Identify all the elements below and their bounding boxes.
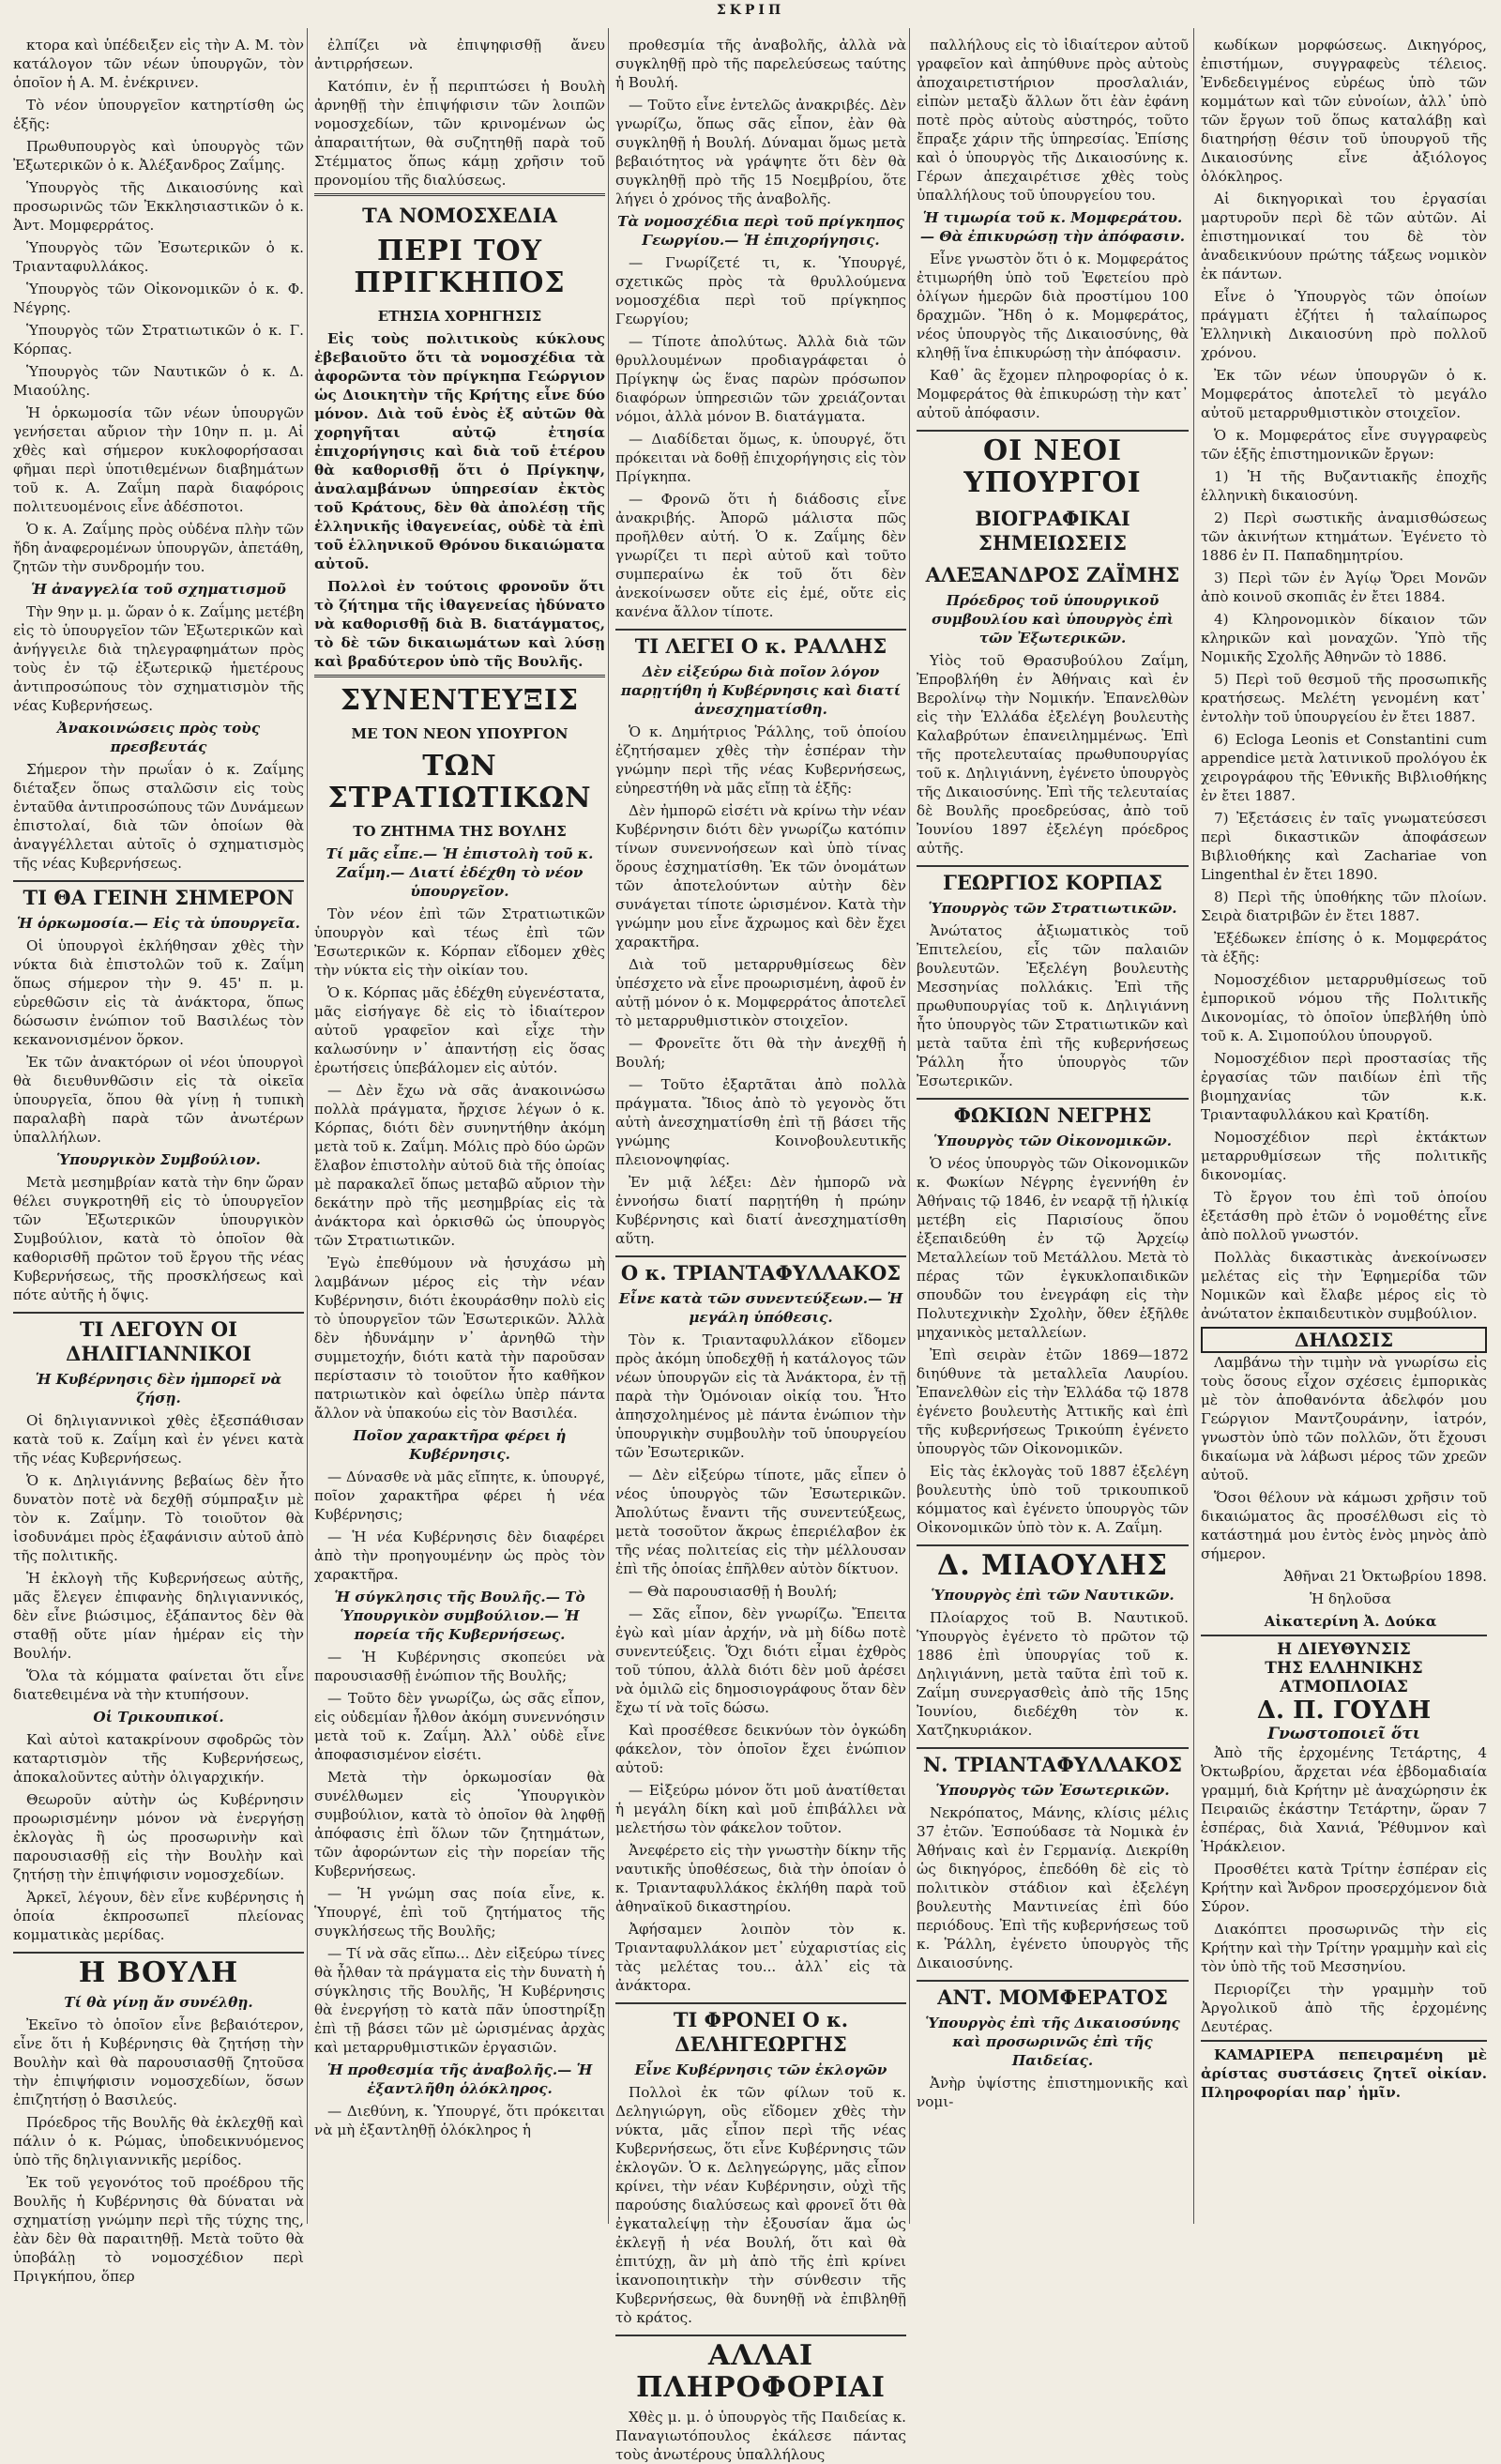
column-5: [1201, 36, 1487, 2213]
paragraph: Πρωθυπουργὸς καὶ ὑπουργὸς τῶν Ἐξωτερικῶν ὁ κ. Ἀλέξανδρος Ζαΐμης.: [13, 138, 304, 174]
section-heading: ΦΩΚΙΩΝ ΝΕΓΡΗΣ: [917, 1098, 1189, 1128]
paragraph: Ὁ κ. Κόρπας μᾶς ἐδέχθη εὐγενέστατα, μᾶς εἰσήγαγε δὲ εἰς τὸ ἰδιαίτερον αὐτοῦ γραφεῖον καὶ εἶχε τὴν καλωσύνην ν᾽ ἀπαντήσῃ εἰς ὅσας ἐρωτήσεις ὑπεβάλομεν εἰς αὐτόν.: [314, 984, 605, 1076]
paragraph: Ἀφήσαμεν λοιπὸν τὸν κ. Τριανταφυλλάκον μετ᾽ εὐχαριστίας εἰς τὰς μελέτας του... ἀλλ᾽ εἰς τὰ ἀνάκτορα.: [615, 1921, 906, 1994]
subheading: Εἶνε Κυβέρνησις τῶν ἐκλογῶν: [634, 2061, 887, 2078]
paragraph: Θεωροῦν αὐτὴν ὡς Κυβέρνησιν προωρισμένην μόνον νὰ ἐνεργήσῃ ἐκλογὰς ἢ ὡς προσωρινὴν καὶ παρουσιασθῇ εἰς τὴν Βουλὴν καὶ ζητήσῃ τὴν ἐπιψήφισιν νομοσχεδίων.: [13, 1791, 304, 1883]
subheading: Δὲν εἰξεύρω διὰ ποῖον λόγον παρῃτήθη ἡ Κυβέρνησις καὶ διατί ἀνεσχηματίσθη.: [620, 663, 902, 718]
paragraph: — Δὲν ἔχω νὰ σᾶς ἀνακοινώσω πολλὰ πράγματα, ἤρχισε λέγων ὁ κ. Κόρπας, διότι δὲν συνηντήθην ἀκόμη μετὰ τοῦ κ. Ζαΐμη. Μόλις πρὸ δύο ὡρῶν ἔλαβον ἐπιστολὴν αὐτοῦ διὰ τῆς ὁποίας μὲ παρακαλεῖ ὅπως μεταβῶ αὔριον τὴν δεκάτην πρὸ τῆς μεσημβρίας εἰς τὰ ἀνάκτορα καὶ ὁρκισθῶ ὡς ὑπουργὸς τῶν Στρατιωτικῶν.: [314, 1082, 605, 1249]
paragraph: κτορα καὶ ὑπέδειξεν εἰς τὴν Α. Μ. τὸν κατάλογον τῶν νέων ὑπουργῶν, τὸν ὁποῖον ἡ Α. Μ. ἐνέκρινεν.: [13, 37, 304, 91]
section-heading: ΣΥΝΕΝΤΕΥΞΙΣ: [340, 684, 580, 717]
paragraph: Μετὰ μεσημβρίαν κατὰ τὴν 6ην ὥραν θέλει συγκροτηθῆ εἰς τὸ ὑπουργεῖον τῶν Ἐξωτερικῶν ὑπουργικὸν Συμβούλιον, κατὰ τὸ ὁποῖον θὰ καθορισθῆ πρῶτον τοῦ ἔργου τῆς νέας Κυβερνήσεως, τῆς προσκλήσεως καὶ πότε αὐτῆς ἡ ὅψις.: [13, 1174, 304, 1303]
paragraph: Οἱ ὑπουργοὶ ἐκλήθησαν χθὲς τὴν νύκτα διὰ ἐπιστολῶν τοῦ κ. Ζαΐμη ὅπως σήμερον τὴν 9. 45' π. μ. εὑρεθῶσιν εἰς τὰ ἀνάκτορα, ὅπως δώσωσιν ἐνώπιον τοῦ Βασιλέως τὸν κεκανονισμένον ὅρκον.: [13, 937, 304, 1048]
paragraph: Νομοσχέδιον μεταρρυθμίσεως τοῦ ἐμπορικοῦ νόμου τῆς Πολιτικῆς Δικονομίας, τὸ ὁποῖον ὑπεβλήθη ὑπὸ τοῦ κ. Α. Σιμοπούλου ὑπουργοῦ.: [1201, 971, 1487, 1044]
paragraph: Τὸν νέον ἐπὶ τῶν Στρατιωτικῶν ὑπουργὸν καὶ τέως ἐπὶ τῶν Ἐσωτερικῶν κ. Κόρπαν εἴδομεν χθὲς τὴν νύκτα εἰς τὴν οἰκίαν του.: [314, 905, 605, 979]
paragraph: Τὴν 9ην μ. μ. ὥραν ὁ κ. Ζαΐμης μετέβη εἰς τὸ ὑπουργεῖον τῶν Ἐξωτερικῶν καὶ ἀνήγγειλε διὰ τηλεγραφημάτων πρὸς τοὺς ἐν τῷ ἐξωτερικῷ ἡμετέρους ἀντιπροσώπους τὸν σχηματισμὸν τῆς νέας Κυβερνήσεως.: [13, 603, 304, 714]
paragraph: Ἀνώτατος ἀξιωματικὸς τοῦ Ἐπιτελείου, εἷς τῶν παλαιῶν βουλευτῶν. Ἐξελέγη βουλευτὴς Μεσσηνίας πολλάκις. Ἐπὶ τῆς πρωθυπουργίας τοῦ κ. Δηλιγιάννη ἦτο ὑπουργὸς τῶν Στρατιωτικῶν καὶ μετὰ ταῦτα ἐπὶ τῆς κυβερνήσεως Ῥάλλη ἦτο ὑπουργὸς τῶν Ἐσωτερικῶν.: [917, 922, 1189, 1089]
paragraph: — Ἡ γνώμη σας ποία εἶνε, κ. Ὑπουργέ, ἐπὶ τοῦ ζητήματος τῆς συγκλήσεως τῆς Βουλῆς;: [314, 1885, 605, 1939]
subheading: Ὑπουργὸς τῶν Ἐσωτερικῶν.: [935, 1782, 1170, 1799]
section-heading: ΤΑ ΝΟΜΟΣΧΕΔΙΑ: [362, 204, 557, 227]
paragraph: Ὅσοι θέλουν νὰ κάμωσι χρῆσιν τοῦ δικαιώματος ἂς προσέλθωσι εἰς τὸ κατάστημά μου ἐντὸς ἑνὸς μηνὸς ἀπὸ σήμερον.: [1201, 1489, 1487, 1562]
paragraph: — Θὰ παρουσιασθῇ ἡ Βουλή;: [629, 1583, 838, 1600]
paragraph: Πολλοὶ ἐκ τῶν φίλων τοῦ κ. Δεληγιώργη, οὓς εἴδομεν χθὲς τὴν νύκτα, μᾶς εἶπον περὶ τῆς νέας Κυβερνήσεως, ὅτι εἶνε Κυβέρνησις τῶν ἐκλογῶν. Ὁ κ. Δεληγεώργης, μᾶς εἶπον κρίνει, τὴν νέαν Κυβέρνησιν, οὐχὶ τῆς παρούσης διαλύσεως καὶ φρονεῖ ὅτι θὰ ἐγκαταλείψῃ τὴν ἐξουσίαν ἅμα ὡς ἐκλεγῇ ἡ νέα Βουλή, ὅτι καὶ θὰ ἐπιτύχῃ, ἂν μὴ ἀπὸ τῆς ἐπὶ κρίνει ἱκανοποιητικὴν τὴν σύνθεσιν τῆς Κυβερνήσεως, θὰ δυνηθῇ νὰ ἐπιβληθῇ τὸ κράτος.: [615, 2084, 906, 2326]
section-heading: ΤΩΝ ΣΤΡΑΤΙΩΤΙΚΩΝ: [327, 750, 592, 814]
list-item: 4) Κληρονομικὸν δίκαιον τῶν κληρικῶν καὶ μοναχῶν. Ὑπὸ τῆς Νομικῆς Σχολῆς Ἀθηνῶν τὸ 1886.: [1201, 611, 1487, 665]
paragraph: — Διαδίδεται ὅμως, κ. ὑπουργέ, ὅτι πρόκειται νὰ δοθῇ ἐπιχορήγησις εἰς τὸν Πρίγκηπα.: [615, 431, 906, 485]
subheading: Ποῖον χαρακτῆρα φέρει ἡ Κυβέρνησις.: [353, 1427, 567, 1463]
paragraph: Ἀνὴρ ὑψίστης ἐπιστημονικῆς καὶ νομι-: [917, 2075, 1189, 2110]
paragraph: Μετὰ τὴν ὁρκωμοσίαν θὰ συνέλθωμεν εἰς Ὑπουργικὸν συμβούλιον, κατὰ τὸ ὁποῖον θὰ ληφθῇ ἀπόφασις ἐπὶ ὅλων τῶν ζητημάτων, τῶν ἀφορώντων εἰς τὴν πορείαν τῆς Κυβερνήσεως.: [314, 1769, 605, 1879]
column-rule: [608, 28, 609, 2224]
divider: [314, 675, 605, 677]
list-item: 6) Ecloga Leonis et Constantini cum appendice μετὰ λατινικοῦ προλόγου ἐκ χειρογράφου τῆς Ἐθνικῆς Βιβλιοθήκης ἐν ἔτει 1887.: [1201, 731, 1487, 804]
paragraph: Ὁ νέος ὑπουργὸς τῶν Οἰκονομικῶν κ. Φωκίων Νέγρης ἐγεννήθη ἐν Ἀθήναις τῷ 1846, ἐν νεαρᾷ τῇ ἡλικίᾳ μετέβη εἰς Παρισίους ὅπου ἐξεπαιδεύθη ἐν τῷ Ἀρχείῳ Μεταλλείων τοῦ Μετάλλου. Μετὰ τὸ πέρας τῶν ἐγκυκλοπαιδικῶν σπουδῶν του ἐνεγράφη εἰς τὴν Πολυτεχνικὴν Σχολὴν, ὅθεν ἐξῆλθε μηχανικὸς μεταλλείων.: [917, 1155, 1189, 1341]
paragraph: — Ἡ Κυβέρνησις σκοπεύει νὰ παρουσιασθῇ ἐνώπιον τῆς Βουλῆς;: [314, 1649, 605, 1684]
paragraph: Ἐν μιᾷ λέξει: Δὲν ἠμπορῶ νὰ ἐννοήσω διατί παρῃτήθη ἡ πρώην Κυβέρνησις καὶ διατί ἀνεσχηματίσθη αὕτη.: [615, 1174, 906, 1247]
section-heading: ΤΙ ΘΑ ΓΕΙΝΗ ΣΗΜΕΡΟΝ: [13, 880, 304, 910]
section-heading: ΠΕΡΙ ΤΟΥ ΠΡΙΓΚΗΠΟΣ: [354, 235, 566, 299]
subheading: Ἡ προθεσμία τῆς ἀναβολῆς.— Ἡ ἐξαντλῆθη ὁλόκληρος.: [326, 2061, 593, 2097]
paragraph: Ὑπουργὸς τῶν Στρατιωτικῶν ὁ κ. Γ. Κόρπας.: [13, 322, 304, 357]
subheading: Ὑπουργὸς τῶν Στρατιωτικῶν.: [928, 900, 1177, 917]
paragraph: Ἡ ὁρκωμοσία τῶν νέων ὑπουργῶν γενήσεται αὔριον τὴν 10ην π. μ. Αἱ χθὲς καὶ σήμερον κυκλοφορήσασαι φῆμαι περὶ ὑποτιθεμένων διαβημάτων τοῦ κ. Α. Ζαΐμη παρὰ διαφόροις πολιτευομένοις εἶνε ἀδέσποτοι.: [13, 404, 304, 515]
paragraph: Διὰ τοῦ μεταρρυθμίσεως δὲν ὑπέσχετο νὰ εἶνε προωρισμένη, ἀφοῦ ἐν αὐτῇ μόνον ὁ κ. Μομφερράτος ἀποτελεῖ τὸ μεταρρυθμιστικὸν στοιχεῖον.: [615, 956, 906, 1029]
paragraph: Εἰς τὰς ἐκλογὰς τοῦ 1887 ἐξελέγη βουλευτὴς ὑπὸ τοῦ τρικουπικοῦ κόμματος καὶ ἐγένετο ὑπουργὸς τῶν Οἰκονομικῶν ὑπὸ τὸν κ. Α. Ζαΐμη.: [917, 1463, 1189, 1536]
paragraph: Ὁ κ. Α. Ζαΐμης πρὸς οὐδένα πλὴν τῶν ἤδη ἀναφερομένων ὑπουργῶν, ἀπετάθη, ζητῶν τὴν συνδρομήν του.: [13, 521, 304, 575]
paragraph: — Φρονεῖτε ὅτι θὰ τὴν ἀνεχθῇ ἡ Βουλή;: [615, 1035, 906, 1071]
paragraph: — Σᾶς εἶπον, δὲν γνωρίζω. Ἔπειτα ἐγὼ καὶ μίαν ἀρχήν, νὰ μὴ δίδω ποτὲ συνεντεύξεις. Ὅχι διότι εἶμαι ἐχθρὸς τοῦ τύπου, ἀλλὰ διότι δὲν μοῦ ἀρέσει νὰ ὁμιλῶ εἰς δημοσιογράφους ὅταν δὲν ἔχω τί νὰ τοῖς δώσω.: [615, 1605, 906, 1716]
paragraph: — Διεθύνη, κ. Ὑπουργέ, ὅτι πρόκειται νὰ μὴ ἐξαντληθῇ ὁλόκληρος ἡ: [314, 2103, 605, 2138]
paragraph: Οἱ δηλιγιαννικοὶ χθὲς ἐξεσπάθισαν κατὰ τοῦ κ. Ζαΐμη καὶ ἐν γένει κατὰ τῆς νέας Κυβερνήσεως.: [13, 1412, 304, 1467]
subheading: Ἀνακοινώσεις πρὸς τοὺς πρεσβευτάς: [56, 720, 261, 755]
paragraph: Ὁ κ. Μομφεράτος εἶνε συγγραφεὺς τῶν ἑξῆς ἐπιστημονικῶν ἔργων:: [1201, 427, 1487, 463]
list-item: 5) Περὶ τοῦ θεσμοῦ τῆς προσωπικῆς κρατήσεως. Μελέτη γενομένη κατ᾽ ἐντολὴν τοῦ ὑπουργείου ἐν ἔτει 1887.: [1201, 671, 1487, 725]
paragraph: Τὸν κ. Τριανταφυλλάκον εἴδομεν πρὸς ἀκόμη ὑποδεχθῇ ἡ κατάλογος τῶν νέων ὑπουργῶν εἰς τὰ Ἀνάκτορα, ἐν τῇ παρὰ τὴν Ὁμόνοιαν οἰκίᾳ του. Ἦτο ἀπησχολημένος μὲ πάντα ἐνώπιον τὴν ὑπουργικὴν συμβουλὴν τοῦ ὑπουργείου τῶν Ἐσωτερικῶν.: [615, 1331, 906, 1461]
paragraph: Ἐξέδωκεν ἐπίσης ὁ κ. Μομφεράτος τὰ ἑξῆς:: [1201, 930, 1487, 966]
paragraph: — Ἡ νέα Κυβέρνησις δὲν διαφέρει ἀπὸ τὴν προηγουμένην ὡς πρὸς τὸν χαρακτῆρα.: [314, 1529, 605, 1583]
paragraph: Ἐκεῖνο τὸ ὁποῖον εἶνε βεβαιότερον, εἶνε ὅτι ἡ Κυβέρνησις θὰ ζητήσῃ τὴν Βουλὴν καὶ θὰ παρουσιασθῇ ζητοῦσα τὴν ἐπιψήφισιν νομοσχεδίων, ὅσων ἐπιζητήσῃ ὁ Βασιλεύς.: [13, 2016, 304, 2108]
paragraph: Εἶνε ὁ Ὑπουργὸς τῶν ὁποίων πράγματι ἐζήτει ἡ ταλαίπωρος Ἑλληνικὴ Δικαιοσύνη πρὸ πολλοῦ χρόνου.: [1201, 288, 1487, 361]
section-subheading: ΒΙΟΓΡΑΦΙΚΑΙ ΣΗΜΕΙΩΣΕΙΣ: [975, 507, 1130, 555]
signature-name: Αἰκατερίνη Ἀ. Δούκα: [1264, 1613, 1437, 1630]
subheading: Πρόεδρος τοῦ ὑπουργικοῦ συμβουλίου καὶ ὑπουργὸς ἐπὶ τῶν Ἐξωτερικῶν.: [931, 592, 1175, 646]
list-item: 2) Περὶ σωστικῆς ἀναμισθώσεως τῶν ἀκινήτων κτημάτων. Ἐγένετο τὸ 1886 ἐν Π. Παπαδημητρίου.: [1201, 510, 1487, 564]
column-2: [314, 36, 605, 2213]
subheading: Ὑπουργὸς ἐπὶ τῆς Δικαιοσύνης καὶ προσωρινῶς ἐπὶ τῆς Παιδείας.: [925, 2015, 1180, 2069]
page-header: ΣΚΡΙΠ: [716, 3, 785, 18]
paragraph: — Γνωρίζετέ τι, κ. Ὑπουργέ, σχετικῶς πρὸς τὰ θρυλλούμενα νομοσχέδια περὶ τοῦ πρίγκηπος Γεωργίου;: [615, 254, 906, 327]
paragraph: Καὶ προσέθεσε δεικνύων τὸν ὀγκώδη φάκελον, τὸν ὁποῖον ἔχει ἐνώπιον αὐτοῦ:: [615, 1722, 906, 1776]
paragraph: Υἱὸς τοῦ Θρασυβούλου Ζαΐμη, Ἐπροβλήθη ἐν Ἀθήναις καὶ ἐν Βερολίνῳ τὴν Νομικήν. Ἐπανελθὼν εἰς τὴν Ἑλλάδα ἐξελέγη βουλευτὴς Καλαβρύτων ἐπανειλημμένως. Ἐπὶ τῆς προτελευταίας πρωθυπουργίας τοῦ κ. Δηλιγιάννη, ἐγένετο ὑπουργὸς τῆς Δικαιοσύνης. Ἐπὶ τῆς τελευταίας δὲ Βουλῆς προεδρεύσας, ἀπὸ τοῦ Ἰουνίου 1897 ἐξελέγη πρόεδρος αὐτῆς.: [917, 652, 1189, 857]
paragraph: Ὅλα τὰ κόμματα φαίνεται ὅτι εἶνε διατεθειμένα νὰ τὴν κτυπήσουν.: [13, 1667, 304, 1703]
section-heading: ΑΝΤ. ΜΟΜΦΕΡΑΤΟΣ: [917, 1980, 1189, 2010]
paragraph: Τὸ νέον ὑπουργεῖον κατηρτίσθη ὡς ἑξῆς:: [13, 97, 304, 132]
section-heading: ΤΙ ΛΕΓΟΥΝ ΟΙ ΔΗΛΙΓΙΑΝΝΙΚΟΙ: [13, 1312, 304, 1366]
subheading: Ἡ σύγκλησις τῆς Βουλῆς.— Τὸ Ὑπουργικὸν συμβούλιον.— Ἡ πορεία τῆς Κυβερνήσεως.: [334, 1589, 585, 1643]
paragraph: Ἐγὼ ἐπεθύμουν νὰ ἡσυχάσω μὴ λαμβάνων μέρος εἰς τὴν νέαν Κυβέρνησιν, διότι ἐκουράσθην πολὺ εἰς τὸ ὑπουργεῖον τῶν Ἐσωτερικῶν. Ἀλλὰ δὲν ἠδυνάμην ν᾽ ἀρνηθῶ τὴν συμμετοχήν, διότι κατὰ τὴν παροῦσαν περίστασιν τὸ τοιοῦτον ἦτο καθῆκον πατριωτικὸν καὶ ὀφείλω ὑπὲρ πάντα ἄλλον νὰ ὑπακούω εἰς τὸν Βασιλέα.: [314, 1255, 605, 1422]
paragraph: Ὑπουργὸς τῆς Δικαιοσύνης καὶ προσωρινῶς τῶν Ἐκκλησιαστικῶν ὁ κ. Ἀντ. Μομφερράτος.: [13, 179, 304, 234]
paragraph: Ὑπουργὸς τῶν Ναυτικῶν ὁ κ. Δ. Μιαούλης.: [13, 363, 304, 399]
column-rule: [1193, 28, 1194, 2224]
paragraph: Ἀνεφέρετο εἰς τὴν γνωστὴν δίκην τῆς ναυτικῆς ὑποθέσεως, διὰ τὴν ὁποίαν ὁ κ. Τριανταφυλλάκος ἐκλήθη παρὰ τοῦ ἀθηναϊκοῦ δικαστηρίου.: [615, 1842, 906, 1915]
section-heading: ΑΛΕΞΑΝΔΡΟΣ ΖΑΪΜΗΣ: [925, 563, 1180, 586]
paragraph: Ἀρκεῖ, λέγουν, δὲν εἶνε κυβέρνησις ἡ ὁποία ἐκπροσωπεῖ πλείονας κομματικὰς μερίδας.: [13, 1889, 304, 1943]
section-heading: ΟΙ ΝΕΟΙ ΥΠΟΥΡΓΟΙ: [917, 430, 1189, 499]
list-item: 3) Περὶ τῶν ἐν Ἀγίῳ Ὄρει Μονῶν ἀπὸ κοινοῦ σκοπιᾶς ἐν ἔτει 1884.: [1201, 570, 1487, 605]
section-subheading: ΤΟ ΖΗΤΗΜΑ ΤΗΣ ΒΟΥΛΗΣ: [353, 823, 567, 840]
paragraph: Δὲν ἠμπορῶ εἰσέτι νὰ κρίνω τὴν νέαν Κυβέρνησιν διότι δὲν γνωρίζω κατόπιν τίνων συνεννοήσεων καὶ ὑπὸ τίνας ὅρους ἐσχηματίσθη. Ἐκ τῶν ὀνομάτων τῶν ἀποτελούντων αὐτὴν δὲν συνάγεται τίποτε ὡρισμένον. Κατὰ τὴν γνώμην μου εἶνε ἄχρωμος καὶ δὲν ἔχει χαρακτῆρα.: [615, 802, 906, 951]
section-heading: ΓΕΩΡΓΙΟΣ ΚΟΡΠΑΣ: [917, 865, 1189, 895]
paragraph: προθεσμία τῆς ἀναβολῆς, ἀλλὰ νὰ συγκληθῇ πρὸ τῆς παρελεύσεως ταύτης ἡ Βουλή.: [615, 37, 906, 91]
paragraph: Πολλὰς δικαστικὰς ἀνεκοίνωσεν μελέτας εἰς τὴν Ἐφημερίδα τῶν Νομικῶν καὶ ἔλαβε μέρος εἰς τὸ ἀνώτατον ἐκπαιδευτικὸν συμβούλιον.: [1201, 1249, 1487, 1322]
subheading: Εἶνε κατὰ τῶν συνεντεύξεων.— Ἡ μεγάλη ὑπόθεσις.: [618, 1290, 903, 1326]
paragraph: — Τί νὰ σᾶς εἴπω... Δὲν εἰξεύρω τίνες θὰ ἦλθαν τὰ πράγματα εἰς τὴν δυνατὴ ἡ σύγκλησις τῆς Βουλῆς, Ἡ Κυβέρνησις θὰ ἐνεργήσῃ τὸ κατὰ πᾶν ὑποστηρίξῃ ἐπὶ τῇ βάσει τῶν μὲ ὡρισμένας ἀρχὰς καὶ μεταρρυθμιστικῶν ἐργασιῶν.: [314, 1945, 605, 2056]
paragraph: Ὑπουργὸς τῶν Οἰκονομικῶν ὁ κ. Φ. Νέγρης.: [13, 281, 304, 316]
paragraph: Ὑπουργὸς τῶν Ἐσωτερικῶν ὁ κ. Τριανταφυλλάκος.: [13, 239, 304, 275]
section-heading: Δ. ΜΙΑΟΥΛΗΣ: [917, 1544, 1189, 1582]
subheading: Ὑπουργὸς τῶν Οἰκονομικῶν.: [933, 1133, 1172, 1149]
list-item: 7) Ἐξετάσεις ἐν ταῖς γνωματεύσεσι περὶ δικαστικῶν ἀποφάσεων Βιβλιοθήκης καὶ Zachariae von Lingenthal ἐν ἔτει 1890.: [1201, 810, 1487, 883]
subheading: Οἱ Τρικουπικοί.: [93, 1709, 224, 1726]
paragraph: Διακόπτει προσωρινῶς τὴν εἰς Κρήτην καὶ τὴν Τρίτην γραμμὴν καὶ εἰς τὸν ὑπὸ τῆς τοῦ Μεσσηνίου.: [1201, 1921, 1487, 1975]
paragraph: Καὶ αὐτοὶ κατακρίνουν σφοδρῶς τὸν καταρτισμὸν τῆς Κυβερνήσεως, ἀποκαλοῦντες αὐτὴν ὀλιγαρχικήν.: [13, 1731, 304, 1786]
paragraph: — Τοῦτο εἶνε ἐντελῶς ἀνακριβές. Δὲν γνωρίζω, ὅπως σᾶς εἶπον, ἐὰν θὰ συγκληθῇ ἡ Βουλή. Δύναμαι ὅμως μετὰ βεβαιότητος νὰ γράψητε ὅτι δὲν θὰ συγκληθῇ πρὸ τῆς 15 Νοεμβρίου, ὅτε λήγει ὁ χρόνος τῆς ἀναβολῆς.: [615, 97, 906, 207]
paragraph: Πλοίαρχος τοῦ Β. Ναυτικοῦ. Ὑπουργὸς ἐγένετο τὸ πρῶτον τῷ 1886 ἐπὶ ὑπουργίας τοῦ κ. Δηλιγιάννη, μετὰ ταῦτα ἐπὶ τοῦ κ. Ζαΐμη συνεργασθεὶς ἀπὸ τῆς 15ης Ἰουνίου, διεδέχθη τὸν κ. Χατζηκυριάκον.: [917, 1609, 1189, 1739]
section-heading: ΑΛΛΑΙ ΠΛΗΡΟΦΟΡΙΑΙ: [615, 2335, 906, 2404]
column-3: [615, 36, 906, 2463]
paragraph: Νεκρόπατος, Μάνης, κλίσις μέλις 37 ἐτῶν. Ἐσπούδασε τὰ Νομικὰ ἐν Ἀθήναις καὶ ἐν Γερμανίᾳ. Διεκρίθη ὡς δικηγόρος, ἐπεδόθη δὲ εἰς τὸ πολιτικὸν στάδιον καὶ ἐξελέγη βουλευτὴς Μαντινείας ἐπὶ δύο περιόδους. Ἐπὶ τῆς κυβερνήσεως τοῦ κ. Ῥάλλη, ἐγένετο ὑπουργὸς τῆς Δικαιοσύνης.: [917, 1804, 1189, 1971]
paragraph: — Τοῦτο δὲν γνωρίζω, ὡς σᾶς εἶπον, εἰς οὐδεμίαν ἦλθον ἀκόμη συνεννόησιν μετὰ τοῦ κ. Ζαΐμη. Ἀλλ᾽ οὐδὲ εἶνε ἀποφασισμένον εἰσέτι.: [314, 1690, 605, 1763]
subheading: Ὑπουργὸς ἐπὶ τῶν Ναυτικῶν.: [931, 1587, 1175, 1604]
paragraph: Τὸ ἔργον του ἐπὶ τοῦ ὁποίου ἐξετάσθη πρὸ ἐτῶν ὁ νομοθέτης εἶνε ἀπὸ πολλοῦ γνωστόν.: [1201, 1189, 1487, 1243]
section-subheading: ΜΕ ΤΟΝ ΝΕΟΝ ΥΠΟΥΡΓΟΝ: [351, 725, 569, 742]
paragraph: Λαμβάνω τὴν τιμὴν νὰ γνωρίσω εἰς τοὺς ὅσους εἶχον σχέσεις ἐμπορικὰς μὲ τὸν ἀποθανόντα ἀδελφόν μου Γεώργιον Μαντζουράνην, ἰατρόν, γνωστὸν ὑπὸ τῶν πολλῶν, ὅτι ἔχουσι δικαίωμα νὰ λάβωσι μέρος τῶν χρεῶν αὐτοῦ.: [1201, 1354, 1487, 1483]
subheading: Ἡ τιμωρία τοῦ κ. Μομφεράτου.— Θὰ ἐπικυρώσῃ τὴν ἀπόφασιν.: [919, 209, 1186, 245]
paragraph: Προσθέτει κατὰ Τρίτην ἑσπέραν εἰς Κρήτην καὶ Ἄνδρον προσερχόμενον διὰ Σύρον.: [1201, 1861, 1487, 1915]
paragraph: Κατόπιν, ἐν ᾗ περιπτώσει ἡ Βουλὴ ἀρνηθῇ τὴν ἐπιψήφισιν τῶν λοιπῶν νομοσχεδίων, τῶν κρινομένων ὡς ἀπαραιτήτων, θὰ συζητηθῇ παρὰ τοῦ Στέμματος ὅπως κάμῃ χρῆσιν τοῦ προνομίου τῆς διαλύσεως.: [314, 78, 605, 189]
section-heading: Ο κ. ΤΡΙΑΝΤΑΦΥΛΛΑΚΟΣ: [615, 1255, 906, 1285]
paragraph: Εἶνε γνωστὸν ὅτι ὁ κ. Μομφεράτος ἐτιμωρήθη ὑπὸ τοῦ Ἐφετείου πρὸ ὀλίγων ἡμερῶν διὰ προστίμου 100 δραχμῶν. Ἤδη ὁ κ. Μομφεράτος, νέος ὑπουργὸς τῆς Δικαιοσύνης, θὰ κληθῇ ἵνα ἐπικυρώσῃ τὴν ἀπόφασιν.: [917, 251, 1189, 361]
subheading: Τὰ νομοσχέδια περὶ τοῦ πρίγκηπος Γεωργίου.— Ἡ ἐπιχορήγησις.: [617, 213, 904, 249]
subheading: Ἡ ἀναγγελία τοῦ σχηματισμοῦ: [31, 581, 286, 598]
paragraph: Ἡ ἐκλογὴ τῆς Κυβερνήσεως αὐτῆς, μᾶς ἔλεγεν ἐπιφανὴς δηλιγιαννικός, δὲν εἶνε βιώσιμος, ἐξάπαντος δὲν θὰ σταθῇ οὔτε μίαν ἡμέραν εἰς τὴν Βουλήν.: [13, 1570, 304, 1662]
paragraph: Ὁ κ. Δηλιγιάννης βεβαίως δὲν ἦτο δυνατὸν ποτὲ νὰ δεχθῇ σύμπραξιν μὲ τὸν κ. Ζαΐμην. Τὸ τοιοῦτον θὰ ἰσοδυνάμει πρὸς ἐξαφάνισιν αὐτοῦ ἀπὸ τῆς πολιτικῆς.: [13, 1472, 304, 1564]
advertisement-heading: Η ΔΙΕΥΘΥΝΣΙΣ ΤΗΣ ΕΛΛΗΝΙΚΗΣ ΑΤΜΟΠΛΟΙΑΣ Δ. Π. ΓΟΥΔΗ Γνωστοποιεῖ ὅτι: [1201, 1635, 1487, 1743]
signature-label: Ἡ δηλοῦσα: [1310, 1590, 1391, 1607]
paragraph: κωδίκων μορφώσεως. Δικηγόρος, ἐπιστήμων, συγγραφεὺς τέλειος. Ἐνδεδειγμένος εὐρέως ὑπὸ τῶν κομμάτων καὶ τῶν εὐνοίων, ἀλλ᾽ ὑπὸ τῶν ἔργων τοῦ ὅπως καταλάβῃ καὶ διατηρήσῃ θέσιν τοῦ ὑπουργοῦ τῆς Δικαιοσύνης εἶνε ἀξιόλογος ὁλόκληρος.: [1201, 37, 1487, 185]
section-heading: Η ΒΟΥΛΗ: [13, 1952, 304, 1989]
paragraph: παλλήλους εἰς τὸ ἰδιαίτερον αὐτοῦ γραφεῖον καὶ ἀπηύθυνε πρὸς αὐτοὺς ἀποχαιρετιστήριον προσλαλιάν, εἰπὼν μεταξὺ ἄλλων ὅτι ἐὰν ἐφάνη ποτὲ πρὸς αὐτοὺς αὐστηρός, τοῦτο ἔπραξε χάριν τῆς ὑπηρεσίας. Ἐπίσης καὶ ὁ ὑπουργὸς τῆς Δικαιοσύνης κ. Γέρων ἀπεχαιρέτισε χθὲς τοὺς ὑπαλλήλους τοῦ ὑπουργείου του.: [917, 37, 1189, 204]
subheading: Ἡ Κυβέρνησις δὲν ἠμπορεῖ νὰ ζήσῃ.: [35, 1371, 282, 1407]
paragraph: Νομοσχέδιον περὶ προστασίας τῆς ἐργασίας τῶν παιδίων ἐπὶ τῆς βιομηχανίας τῶν κ.κ. Τριανταφυλλάκου καὶ Κρατίδη.: [1201, 1050, 1487, 1123]
subheading: Ἡ ὁρκωμοσία.— Εἰς τὰ ὑπουργεῖα.: [17, 915, 300, 932]
subheading: Ὑπουργικὸν Συμβούλιον.: [56, 1151, 261, 1168]
column-rule: [909, 28, 910, 2224]
paragraph: ἐλπίζει νὰ ἐπιψηφισθῇ ἄνευ ἀντιρρήσεων.: [314, 37, 605, 72]
divider: [314, 193, 605, 196]
paragraph: Ἐκ τοῦ γεγονότος τοῦ προέδρου τῆς Βουλῆς ἡ Κυβέρνησις θὰ δύναται νὰ σχηματίσῃ γνώμην περὶ τῆς τύχης της, ἐὰν δὲν θὰ παραιτηθῇ. Μετὰ τοῦτο θὰ ὑποβάλῃ τὸ νομοσχέδιον περὶ Πριγκήπου, ὅπερ: [13, 2174, 304, 2285]
paragraph: — Φρονῶ ὅτι ἡ διάδοσις εἶνε ἀνακριβής. Ἀπορῶ μάλιστα πῶς προῆλθεν αὐτή. Ὁ κ. Ζαΐμης δὲν γνωρίζει τι περὶ αὐτοῦ καὶ τοῦτο συμπεραίνω ἐκ τοῦ ὅτι δὲν ἀνεκοίνωσεν οὔτε εἰς ἐμέ, οὔτε εἰς κανένα ἄλλον τίποτε.: [615, 491, 906, 620]
section-heading: Ν. ΤΡΙΑΝΤΑΦΥΛΛΑΚΟΣ: [917, 1747, 1189, 1777]
paragraph: Καθ᾽ ἃς ἔχομεν πληροφορίας ὁ κ. Μομφεράτος θὰ ἐπικυρώσῃ τὴν κατ᾽ αὐτοῦ ἀπόφασιν.: [917, 367, 1189, 421]
paragraph: — Τίποτε ἀπολύτως. Ἀλλὰ διὰ τῶν θρυλλουμένων προδιαγράφεται ὁ Πρίγκηψ ὡς ἕνας παρὼν πρόσωπον διαφόρων ὑπηρεσιῶν τῶν χρειάζονται νόμοι, ἀλλὰ μόνον Β. διατάγματα.: [615, 333, 906, 425]
column-rule: [307, 28, 308, 2224]
paragraph: Νομοσχέδιον περὶ ἐκτάκτων μεταρρυθμίσεων τῆς πολιτικῆς δικονομίας.: [1201, 1129, 1487, 1183]
paragraph: Ἀπὸ τῆς ἐρχομένης Τετάρτης, 4 Ὀκτωβρίου, ἄρχεται νέα ἑβδομαδιαία γραμμή, διὰ Κρήτην μὲ ἀναχώρησιν ἐκ Πειραιῶς ἑκάστην Τετάρτην, ὥραν 7 ἑσπέρας, διὰ Χανιά, Ῥέθυμνον καὶ Ἡράκλειον.: [1201, 1744, 1487, 1855]
column-1: [13, 36, 304, 2285]
classified-ad: ΚΑΜΑΡΙΕΡΑ πεπειραμένη μὲ ἀρίστας συστάσεις ζητεῖ οἰκίαν. Πληροφορίαι παρ᾽ ἡμῖν.: [1201, 2040, 1487, 2102]
dateline: Ἀθῆναι 21 Ὀκτωβρίου 1898.: [1283, 1568, 1487, 1585]
paragraph: Πρόεδρος τῆς Βουλῆς θὰ ἐκλεχθῇ καὶ πάλιν ὁ κ. Ρώμας, ὑποδεικνυόμενος ὑπὸ τῆς δηλιγιαννικῆς μερίδος.: [13, 2114, 304, 2168]
section-heading: ΤΙ ΦΡΟΝΕΙ Ο κ. ΔΕΛΗΓΕΩΡΓΗΣ: [615, 2002, 906, 2057]
paragraph: Ἐκ τῶν ἀνακτόρων οἱ νέοι ὑπουργοὶ θὰ διευθυνθῶσιν εἰς τὰ οἰκεῖα ὑπουργεῖα, ὅπου θὰ γίνῃ ἡ τυπικὴ παραλαβὴ παρὰ τῶν ἀνωτέρων ὑπαλλήλων.: [13, 1054, 304, 1146]
list-item: 1) Ἡ τῆς Βυζαντιακῆς ἐποχῆς ἑλληνικὴ δικαιοσύνη.: [1201, 468, 1487, 504]
notice-heading: ΔΗΛΩΣΙΣ: [1201, 1327, 1487, 1353]
paragraph: — Τοῦτο ἐξαρτᾶται ἀπὸ πολλὰ πράγματα. Ἴδιος ἀπὸ τὸ γεγονὸς ὅτι αὐτὴ ἀνεσχηματίσθη ἐπὶ τῇ βάσει τῆς γνώμης Κοινοβουλευτικῆς πλειονοψηφίας.: [615, 1076, 906, 1168]
paragraph: — Δὲν εἰξεύρω τίποτε, μᾶς εἶπεν ὁ νέος ὑπουργὸς τῶν Ἐσωτερικῶν. Ἀπολύτως ἔναντι τῆς συνεντεύξεως, μετὰ τοσοῦτον ἄκρως ἐπεριέλαβον ἐκ τῆς νέας πολιτείας εἰς τὴν μέλλουσαν ἐπὶ τῆς ὁποίας ἐπῆλθεν αὐτὸν δίκτυον.: [615, 1467, 906, 1577]
paragraph: Ἐπὶ σειρὰν ἐτῶν 1869—1872 διηύθυνε τὰ μεταλλεῖα Λαυρίου. Ἐπανελθὼν εἰς τὴν Ἑλλάδα τῷ 1878 ἐγένετο βουλευτὴς Ἀττικῆς καὶ ἐπὶ τῆς κυβερνήσεως Τρικούπη ἐγένετο ὑπουργὸς τῶν Οἰκονομικῶν.: [917, 1346, 1189, 1457]
section-heading: ΤΙ ΛΕΓΕΙ Ο κ. ΡΑΛΛΗΣ: [615, 629, 906, 659]
column-4: [917, 36, 1189, 2213]
paragraph: Ἐκ τῶν νέων ὑπουργῶν ὁ κ. Μομφεράτος ἀποτελεῖ τὸ μεγάλο αὐτοῦ μεταρρυθμιστικὸν στοιχεῖον.: [1201, 367, 1487, 421]
paragraph: — Εἰξεύρω μόνον ὅτι μοῦ ἀνατίθεται ἡ μεγάλη δίκη καὶ μοῦ ἐπιβάλλει νὰ μελετήσω τὸν φάκελον τοῦτον.: [615, 1782, 906, 1836]
paragraph: Πολλοὶ ἐν τούτοις φρονοῦν ὅτι τὸ ζήτημα τῆς ἰθαγενείας ἠδύνατο νὰ καθορισθῇ διὰ Β. διατάγματος, τὸ δὲ τῶν δικαιωμάτων καὶ λύσῃ καὶ βραδύτερον ὑπὸ τῆς Βουλῆς.: [314, 578, 605, 670]
paragraph: Εἰς τοὺς πολιτικοὺς κύκλους ἐβεβαιοῦτο ὅτι τὰ νομοσχέδια τὰ ἀφορῶντα τὸν πρίγκηπα Γεώργιον ὡς Διοικητὴν τῆς Κρήτης εἶνε δύο μόνον. Διὰ τοῦ ἑνὸς ἐξ αὐτῶν θὰ χορηγῆται αὐτῷ ἐτησία ἐπιχορήγησις καὶ διὰ τοῦ ἑτέρου θὰ καθορισθῇ ὅτι ὁ Πρίγκηψ, ἀναλαμβάνων ὑπηρεσίαν ἐκτὸς τοῦ Κράτους, δὲν θὰ ἀπολέσῃ τῆς ἑλληνικῆς ἰθαγενείας, οὐδὲ τὰ ἐπὶ τοῦ ἑλληνικοῦ Θρόνου δικαιώματα αὐτοῦ.: [314, 330, 605, 572]
subheading: Τί μᾶς εἶπε.— Ἡ ἐπιστολὴ τοῦ κ. Ζαΐμη.— Διατί ἐδέχθη τὸ νέον ὑπουργεῖον.: [326, 845, 594, 900]
section-subheading: ΕΤΗΣΙΑ ΧΟΡΗΓΗΣΙΣ: [377, 308, 542, 325]
paragraph: Σήμερον τὴν πρωΐαν ὁ κ. Ζαΐμης διέταξεν ὅπως σταλῶσιν εἰς τοὺς ἐνταῦθα ἀντιπροσώπους τῶν Δυνάμεων ἐπιστολαί, διὰ τῶν ὁποίων θὰ ἀναγγέλλεται αὐτοῖς ὁ σχηματισμὸς τῆς νέας Κυβερνήσεως.: [13, 761, 304, 872]
subheading: Τί θὰ γίνῃ ἄν συνέλθῃ.: [64, 1994, 253, 2011]
paragraph: — Δύνασθε νὰ μᾶς εἴπητε, κ. ὑπουργέ, ποῖον χαρακτῆρα φέρει ἡ νέα Κυβέρνησις;: [314, 1468, 605, 1523]
paragraph: Χθὲς μ. μ. ὁ ὑπουργὸς τῆς Παιδείας κ. Παναγιωτόπουλος ἐκάλεσε πάντας τοὺς ἀνωτέρους ὑπαλλήλους: [615, 2409, 906, 2463]
paragraph: Ὁ κ. Δημήτριος Ῥάλλης, τοῦ ὁποίου ἐζητήσαμεν χθὲς τὴν ἑσπέραν τὴν γνώμην περὶ τῆς νέας Κυβερνήσεως, εὐηρεστήθη νὰ μᾶς εἴπῃ τὰ ἑξῆς:: [615, 723, 906, 797]
paragraph: Περιορίζει τὴν γραμμὴν τοῦ Ἀργολικοῦ ἀπὸ τῆς ἐρχομένης Δευτέρας.: [1201, 1981, 1487, 2035]
paragraph: Αἱ δικηγορικαὶ του ἐργασίαι μαρτυροῦν περὶ δὲ τῶν αὐτῶν. Αἱ ἐπιστημονικαί του δὲ τὸν ἀναδεικνύουν πρώτης τάξεως νομικὸν ἐκ πάντων.: [1201, 190, 1487, 282]
list-item: 8) Περὶ τῆς ὑποθήκης τῶν πλοίων. Σειρὰ διατριβῶν ἐν ἔτει 1887.: [1201, 889, 1487, 924]
